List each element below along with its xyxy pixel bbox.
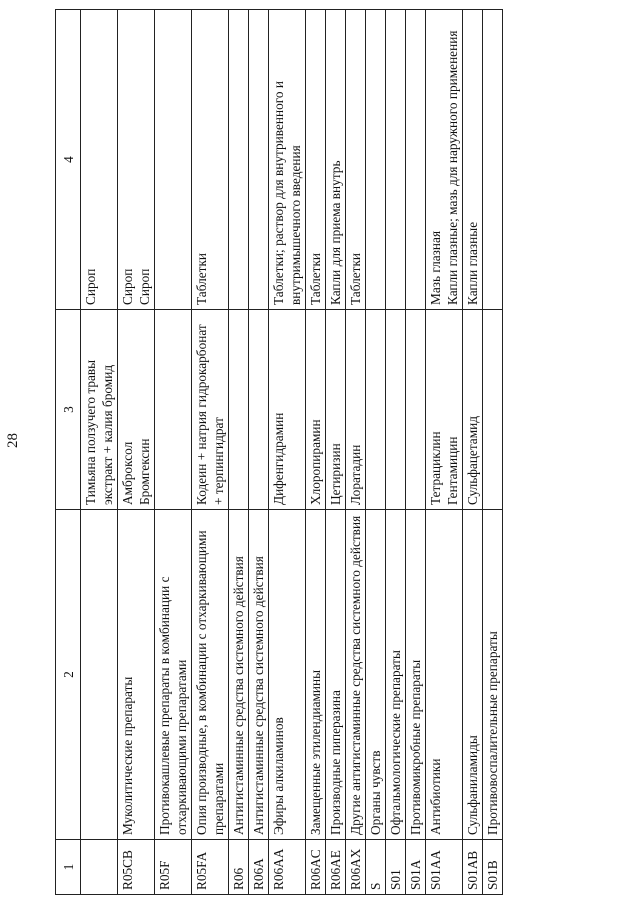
atc-code-cell: R06AC [306, 840, 326, 895]
substance-name: Цетиризин [328, 443, 343, 505]
group-name-cell: Другие антигистаминные средства системного действия [346, 510, 366, 840]
table-row [463, 10, 483, 895]
substance-name: Кодеин + натрия гидрокарбонат + терпингидрат [194, 324, 226, 505]
group-name-cell: Антигистаминные средства системного действия [249, 510, 269, 840]
substance-name: Лоратадин [348, 444, 363, 505]
atc-code-cell: R06AX [346, 840, 366, 895]
substance-cell [426, 310, 463, 510]
dosage-form-cell [155, 10, 192, 310]
dosage-form: Капли для приема внутрь [328, 160, 343, 305]
substance-name: Тетрациклин [428, 431, 443, 505]
dosage-form-cell [346, 10, 366, 310]
table-row [426, 10, 463, 895]
dosage-form: Таблетки [348, 252, 363, 305]
atc-code-cell: S01A [406, 840, 426, 895]
group-name-cell: Антибиотики [426, 510, 463, 840]
table-row [483, 10, 503, 895]
dosage-form-cell [366, 10, 386, 310]
group-name-cell: Сульфаниламиды [463, 510, 483, 840]
table-row [269, 10, 306, 895]
table-row [81, 10, 118, 895]
substance-name: Гентамицин [445, 436, 460, 505]
drug-table [55, 9, 503, 895]
dosage-form: Таблетки [308, 252, 323, 305]
substance-name: Дифенгидрамин [271, 412, 286, 505]
group-name-cell: Замещенные этилендиамины [306, 510, 326, 840]
rotated-page [55, 10, 615, 895]
substance-cell [386, 310, 406, 510]
substance-name: Бромгексин [137, 438, 152, 505]
substance-cell [406, 310, 426, 510]
substance-cell [81, 310, 118, 510]
group-name-cell: Антигистаминные средства системного действия [229, 510, 249, 840]
dosage-form: Капли глазные [465, 221, 480, 305]
group-name-cell: Опия производные, в комбинации с отхаркивающими препаратами [192, 510, 229, 840]
dosage-form-cell [249, 10, 269, 310]
table-row [229, 10, 249, 895]
dosage-form-cell [483, 10, 503, 310]
dosage-form: Сироп [120, 268, 135, 305]
substance-name: Сульфацетамид [465, 415, 480, 505]
dosage-form: Сироп [83, 268, 98, 305]
substance-cell [229, 310, 249, 510]
column-header: 3 [56, 310, 81, 510]
atc-code-cell: S01 [386, 840, 406, 895]
atc-code-cell: R06 [229, 840, 249, 895]
table-body [81, 10, 503, 895]
atc-code-cell: R05FA [192, 840, 229, 895]
dosage-form: Таблетки; раствор для внутривенного и внутримышечного введения [271, 81, 303, 305]
table-row [326, 10, 346, 895]
atc-code-cell: R05F [155, 840, 192, 895]
atc-code-cell: S [366, 840, 386, 895]
group-name-cell: Офтальмологические препараты [386, 510, 406, 840]
group-name-cell: Противомикробные препараты [406, 510, 426, 840]
dosage-form-cell [269, 10, 306, 310]
substance-cell [463, 310, 483, 510]
substance-cell [483, 310, 503, 510]
dosage-form-cell [229, 10, 249, 310]
dosage-form: Сироп [137, 268, 152, 305]
substance-name: Хлоропирамин [308, 419, 323, 505]
dosage-form-cell [406, 10, 426, 310]
atc-code-cell: S01B [483, 840, 503, 895]
substance-cell [192, 310, 229, 510]
substance-cell [326, 310, 346, 510]
group-name-cell: Органы чувств [366, 510, 386, 840]
dosage-form-cell [386, 10, 406, 310]
dosage-form: Таблетки [194, 252, 209, 305]
substance-name: Амброксол [120, 441, 135, 505]
substance-cell [249, 310, 269, 510]
substance-cell [155, 310, 192, 510]
column-header: 4 [56, 10, 81, 310]
group-name-cell: Противовоспалительные препараты [483, 510, 503, 840]
table-row [155, 10, 192, 895]
atc-code-cell: R06A [249, 840, 269, 895]
atc-code-cell: R06AE [326, 840, 346, 895]
page-number: 28 [5, 433, 21, 448]
table-row [406, 10, 426, 895]
table-row [249, 10, 269, 895]
group-name-cell: Противокашлевые препараты в комбинации с отхаркивающими препаратами [155, 510, 192, 840]
group-name-cell: Муколитические препараты [118, 510, 155, 840]
column-header: 2 [56, 510, 81, 840]
substance-cell [306, 310, 326, 510]
dosage-form: Капли глазные; мазь для наружного применения [445, 30, 460, 305]
group-name-cell: Производные пиперазина [326, 510, 346, 840]
column-header: 1 [56, 840, 81, 895]
dosage-form-cell [463, 10, 483, 310]
substance-cell [346, 310, 366, 510]
header-row [56, 10, 81, 895]
atc-code-cell: R06AA [269, 840, 306, 895]
table-row [192, 10, 229, 895]
dosage-form-cell [118, 10, 155, 310]
dosage-form-cell [306, 10, 326, 310]
atc-code-cell: S01AA [426, 840, 463, 895]
dosage-form-cell [426, 10, 463, 310]
atc-code-cell: R05CB [118, 840, 155, 895]
dosage-form-cell [326, 10, 346, 310]
table-row [118, 10, 155, 895]
dosage-form-cell [81, 10, 118, 310]
group-name-cell: Эфиры алкиламинов [269, 510, 306, 840]
table-row [346, 10, 366, 895]
atc-code-cell: S01AB [463, 840, 483, 895]
substance-cell [118, 310, 155, 510]
substance-cell [269, 310, 306, 510]
dosage-form: Мазь глазная [428, 230, 443, 305]
table-row [386, 10, 406, 895]
group-name-cell [81, 510, 118, 840]
table-row [306, 10, 326, 895]
substance-cell [366, 310, 386, 510]
dosage-form-cell [192, 10, 229, 310]
atc-code-cell [81, 840, 118, 895]
table-row [366, 10, 386, 895]
substance-name: Тимьяна ползучего травы экстракт + калия бромид [83, 359, 115, 505]
